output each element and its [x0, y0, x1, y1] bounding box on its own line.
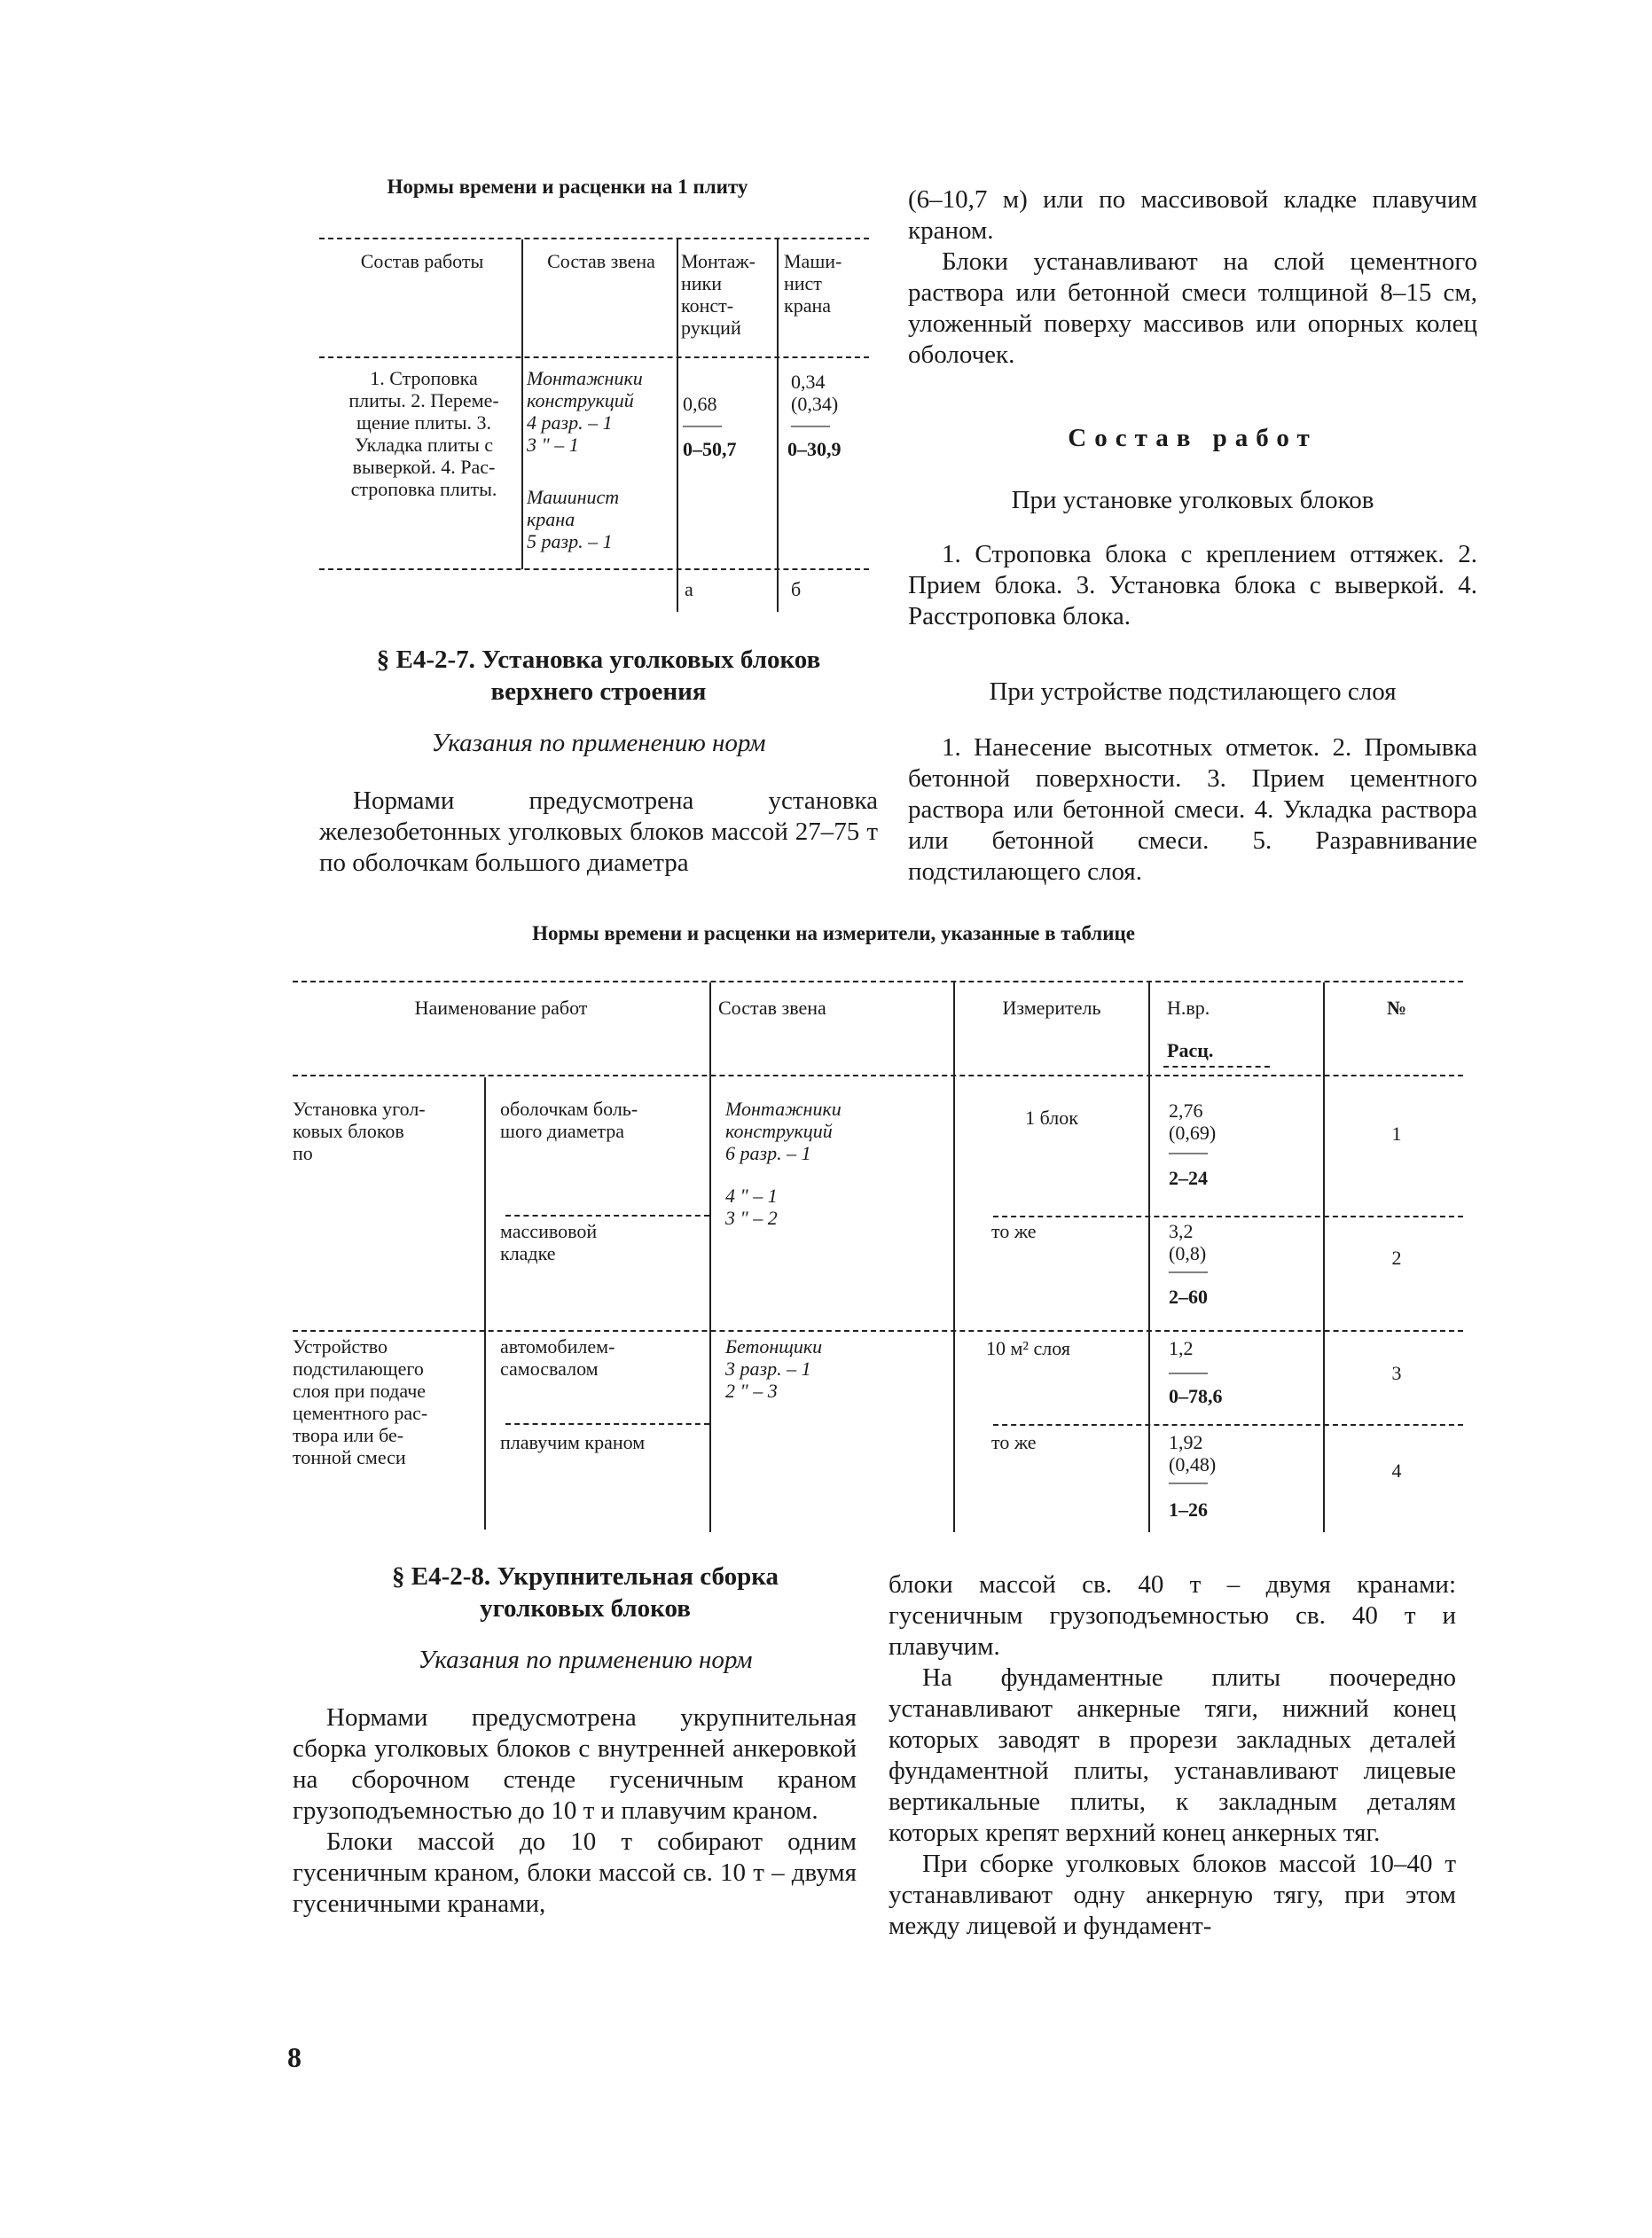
table2-rule-top	[293, 981, 1463, 982]
table2-sub1: оболочкам боль- шого диаметра	[500, 1098, 638, 1142]
table2-sub3: автомобилем- самосвалом	[500, 1335, 615, 1380]
section7-paragraph: Нормами предусмотрена установка железобетонных уголковых блоков массой 27–75 т по оболочкам большого диаметра	[319, 786, 878, 877]
works-title: Состав работ	[1068, 424, 1318, 452]
table2-row4-meter: то же	[991, 1431, 1037, 1453]
section8-title: § Е4-2-8. Укрупнительная сборка уголковых блоков	[391, 1562, 779, 1623]
table1-mash-nvr: 0,34 (0,34)	[791, 371, 839, 415]
table2-row4-dash: ––––	[1169, 1470, 1208, 1492]
table2-sub4: плавучим краном	[500, 1431, 646, 1453]
section8-para2: Блоки массой до 10 т собирают одним гусеничным краном, блоки массой св. 10 т – двумя гусеничными кранами,	[293, 1827, 857, 1918]
table2-header-num: №	[1386, 997, 1407, 1019]
table1-col-a: а	[685, 578, 693, 600]
table2-caption: Нормы времени и расценки на измерители, указанные в таблице	[532, 922, 1135, 944]
table2-row2-nvr: 3,2 (0,8)	[1169, 1220, 1207, 1264]
table2-row1-rate: 2–24	[1169, 1167, 1208, 1189]
table2-header-crew: Состав звена	[718, 997, 826, 1019]
table2-row4-num: 4	[1391, 1459, 1402, 1482]
works-subtitle-1: При установке уголковых блоков	[1011, 486, 1374, 514]
table1-rule-bottom	[319, 568, 869, 570]
table1-mash-rate: 0–30,9	[787, 438, 842, 460]
table2-rule-row	[993, 1424, 1463, 1426]
table2-crew1: Монтажники конструкций 6 разр. – 1	[725, 1098, 842, 1164]
table2-header-meter: Измеритель	[1002, 997, 1101, 1019]
table2-rule-nvr	[1163, 1066, 1270, 1068]
table1-header-work: Состав работы	[360, 250, 484, 272]
table1-crew2: Машинист крана 5 разр. – 1	[527, 486, 620, 552]
table1-header-crew: Состав звена	[547, 250, 655, 272]
table2-col-divider	[953, 982, 955, 1532]
table1-mash-dash: ––––	[791, 413, 830, 435]
table2-col-divider	[1323, 982, 1325, 1532]
right-top-para2: Блоки устанавливают на слой цементного раствора или бетонной смеси толщиной 8–15 см, уложенный поверху массивов или опорных колец оболочек.	[908, 247, 1477, 369]
table2-row3-meter: 10 м² слоя	[986, 1337, 1070, 1359]
table2-row4-rate: 1–26	[1169, 1499, 1208, 1521]
table2-row1-dash: ––––	[1169, 1140, 1208, 1162]
table2-crew2: Бетонщики 3 разр. – 1 2 " – 3	[725, 1335, 823, 1402]
table2-row3-num: 3	[1391, 1362, 1402, 1384]
section8-para1: Нормами предусмотрена укрупнительная сборка уголковых блоков с внутренней анкеровкой на сборочном стенде гусеничным краном грузоподъемностью до 10 т и плавучим краном.	[293, 1703, 857, 1825]
table1-header-mash: Маши- нист крана	[784, 250, 842, 317]
table2-crew1b: 4 " – 1 3 " – 2	[725, 1185, 778, 1229]
table2-row1-num: 1	[1391, 1123, 1402, 1145]
table1-header-mont: Монтаж- ники конст- рукций	[681, 250, 756, 339]
table2-row2-meter: то же	[991, 1220, 1037, 1242]
table2-row3-dash: ––––	[1169, 1360, 1208, 1382]
table1-col-divider	[677, 239, 678, 612]
table2-header-rate: Расц.	[1167, 1039, 1214, 1061]
table1-mont-rate: 0–50,7	[683, 438, 737, 460]
table2-header-name: Наименование работ	[414, 997, 588, 1019]
works-list-2: 1. Нанесение высотных отметок. 2. Промывка бетонной поверхности. 3. Прием цементного раствора или бетонной смеси. 4. Укладка раствора или бетонной смеси. 5. Разравнивание подстилающего слоя.	[908, 733, 1477, 886]
table1-mont-dash: ––––	[683, 413, 722, 435]
table2-row3-nvr: 1,2	[1169, 1337, 1194, 1359]
table2-group1: Установка угол- ковых блоков по	[293, 1098, 426, 1164]
table1-work-text: 1. Строповка плиты. 2. Переме- щение плиты. 3. Укладка плиты с выверкой. 4. Рас- строповка плиты.	[348, 367, 499, 500]
table2-rule-sub	[505, 1423, 709, 1425]
table2-group2: Устройство подстилающего слоя при подаче цементного рас- твора или бе- тонной смеси	[293, 1335, 428, 1468]
table1-mont-nvr: 0,68	[683, 393, 717, 415]
table2-row2-num: 2	[1391, 1247, 1402, 1269]
right-bottom-para3: При сборке уголковых блоков массой 10–40 т устанавливают одну анкерную тягу, при этом между лицевой и фундамент-	[889, 1850, 1456, 1940]
works-list-1: 1. Строповка блока с креплением оттяжек. 2. Прием блока. 3. Установка блока с выверкой. 4. Расстроповка блока.	[908, 540, 1477, 630]
table2-header-nvr: Н.вр.	[1167, 997, 1210, 1019]
table1-col-divider	[777, 239, 779, 612]
table1-rule-header	[319, 356, 869, 358]
table2-row3-rate: 0–78,6	[1169, 1385, 1223, 1407]
section7-title: § Е4-2-7. Установка уголковых блоков верхнего строения	[376, 646, 821, 706]
table2-row4-nvr: 1,92 (0,48)	[1169, 1431, 1217, 1475]
table2-row2-rate: 2–60	[1169, 1286, 1208, 1308]
right-top-para1: (6–10,7 м) или по массивовой кладке плавучим краном.	[908, 185, 1477, 245]
table2-row2-dash: ––––	[1169, 1259, 1208, 1281]
table2-row1-meter: 1 блок	[1025, 1107, 1078, 1129]
table2-rule-sub	[505, 1215, 709, 1217]
section8-subtitle: Указания по применению норм	[418, 1646, 753, 1674]
table2-sub2: массивовой кладке	[500, 1220, 598, 1264]
table2-rule-group	[293, 1330, 1463, 1332]
table1-col-divider	[521, 239, 523, 569]
page-number: 8	[287, 2041, 301, 2073]
right-bottom-body	[889, 1569, 1456, 1942]
table2-rule-row	[993, 1216, 1463, 1217]
table2-row1-nvr: 2,76 (0,69)	[1169, 1099, 1217, 1144]
right-bottom-para2: На фундаментные плиты поочередно устанавливают анкерные тяги, нижний конец которых заводят в прорези закладных деталей фундаментной плиты, устанавливают лицевые вертикальные плиты, к закладным деталям которых крепят верхний конец анкерных тяг.	[889, 1663, 1456, 1847]
table2-col-divider	[1148, 982, 1150, 1532]
right-top-paragraph	[908, 184, 1477, 371]
table2-rule-header	[293, 1075, 1463, 1076]
table1-crew1: Монтажники конструкций 4 разр. – 1 3 " – 1	[527, 367, 643, 456]
works-subtitle-2: При устройстве подстилающего слоя	[989, 677, 1397, 706]
right-bottom-para1: блоки массой св. 40 т – двумя кранами: гусеничным грузоподъемностью св. 40 т и плавучим.	[889, 1570, 1456, 1661]
table1-rule-top	[319, 238, 869, 239]
table1-caption: Нормы времени и расценки на 1 плиту	[387, 176, 748, 198]
table2-col-divider	[709, 982, 711, 1532]
table2-col-divider	[484, 1077, 486, 1530]
section8-body	[293, 1702, 857, 1920]
section7-subtitle: Указания по применению норм	[431, 729, 766, 757]
table1-col-b: б	[791, 578, 802, 600]
